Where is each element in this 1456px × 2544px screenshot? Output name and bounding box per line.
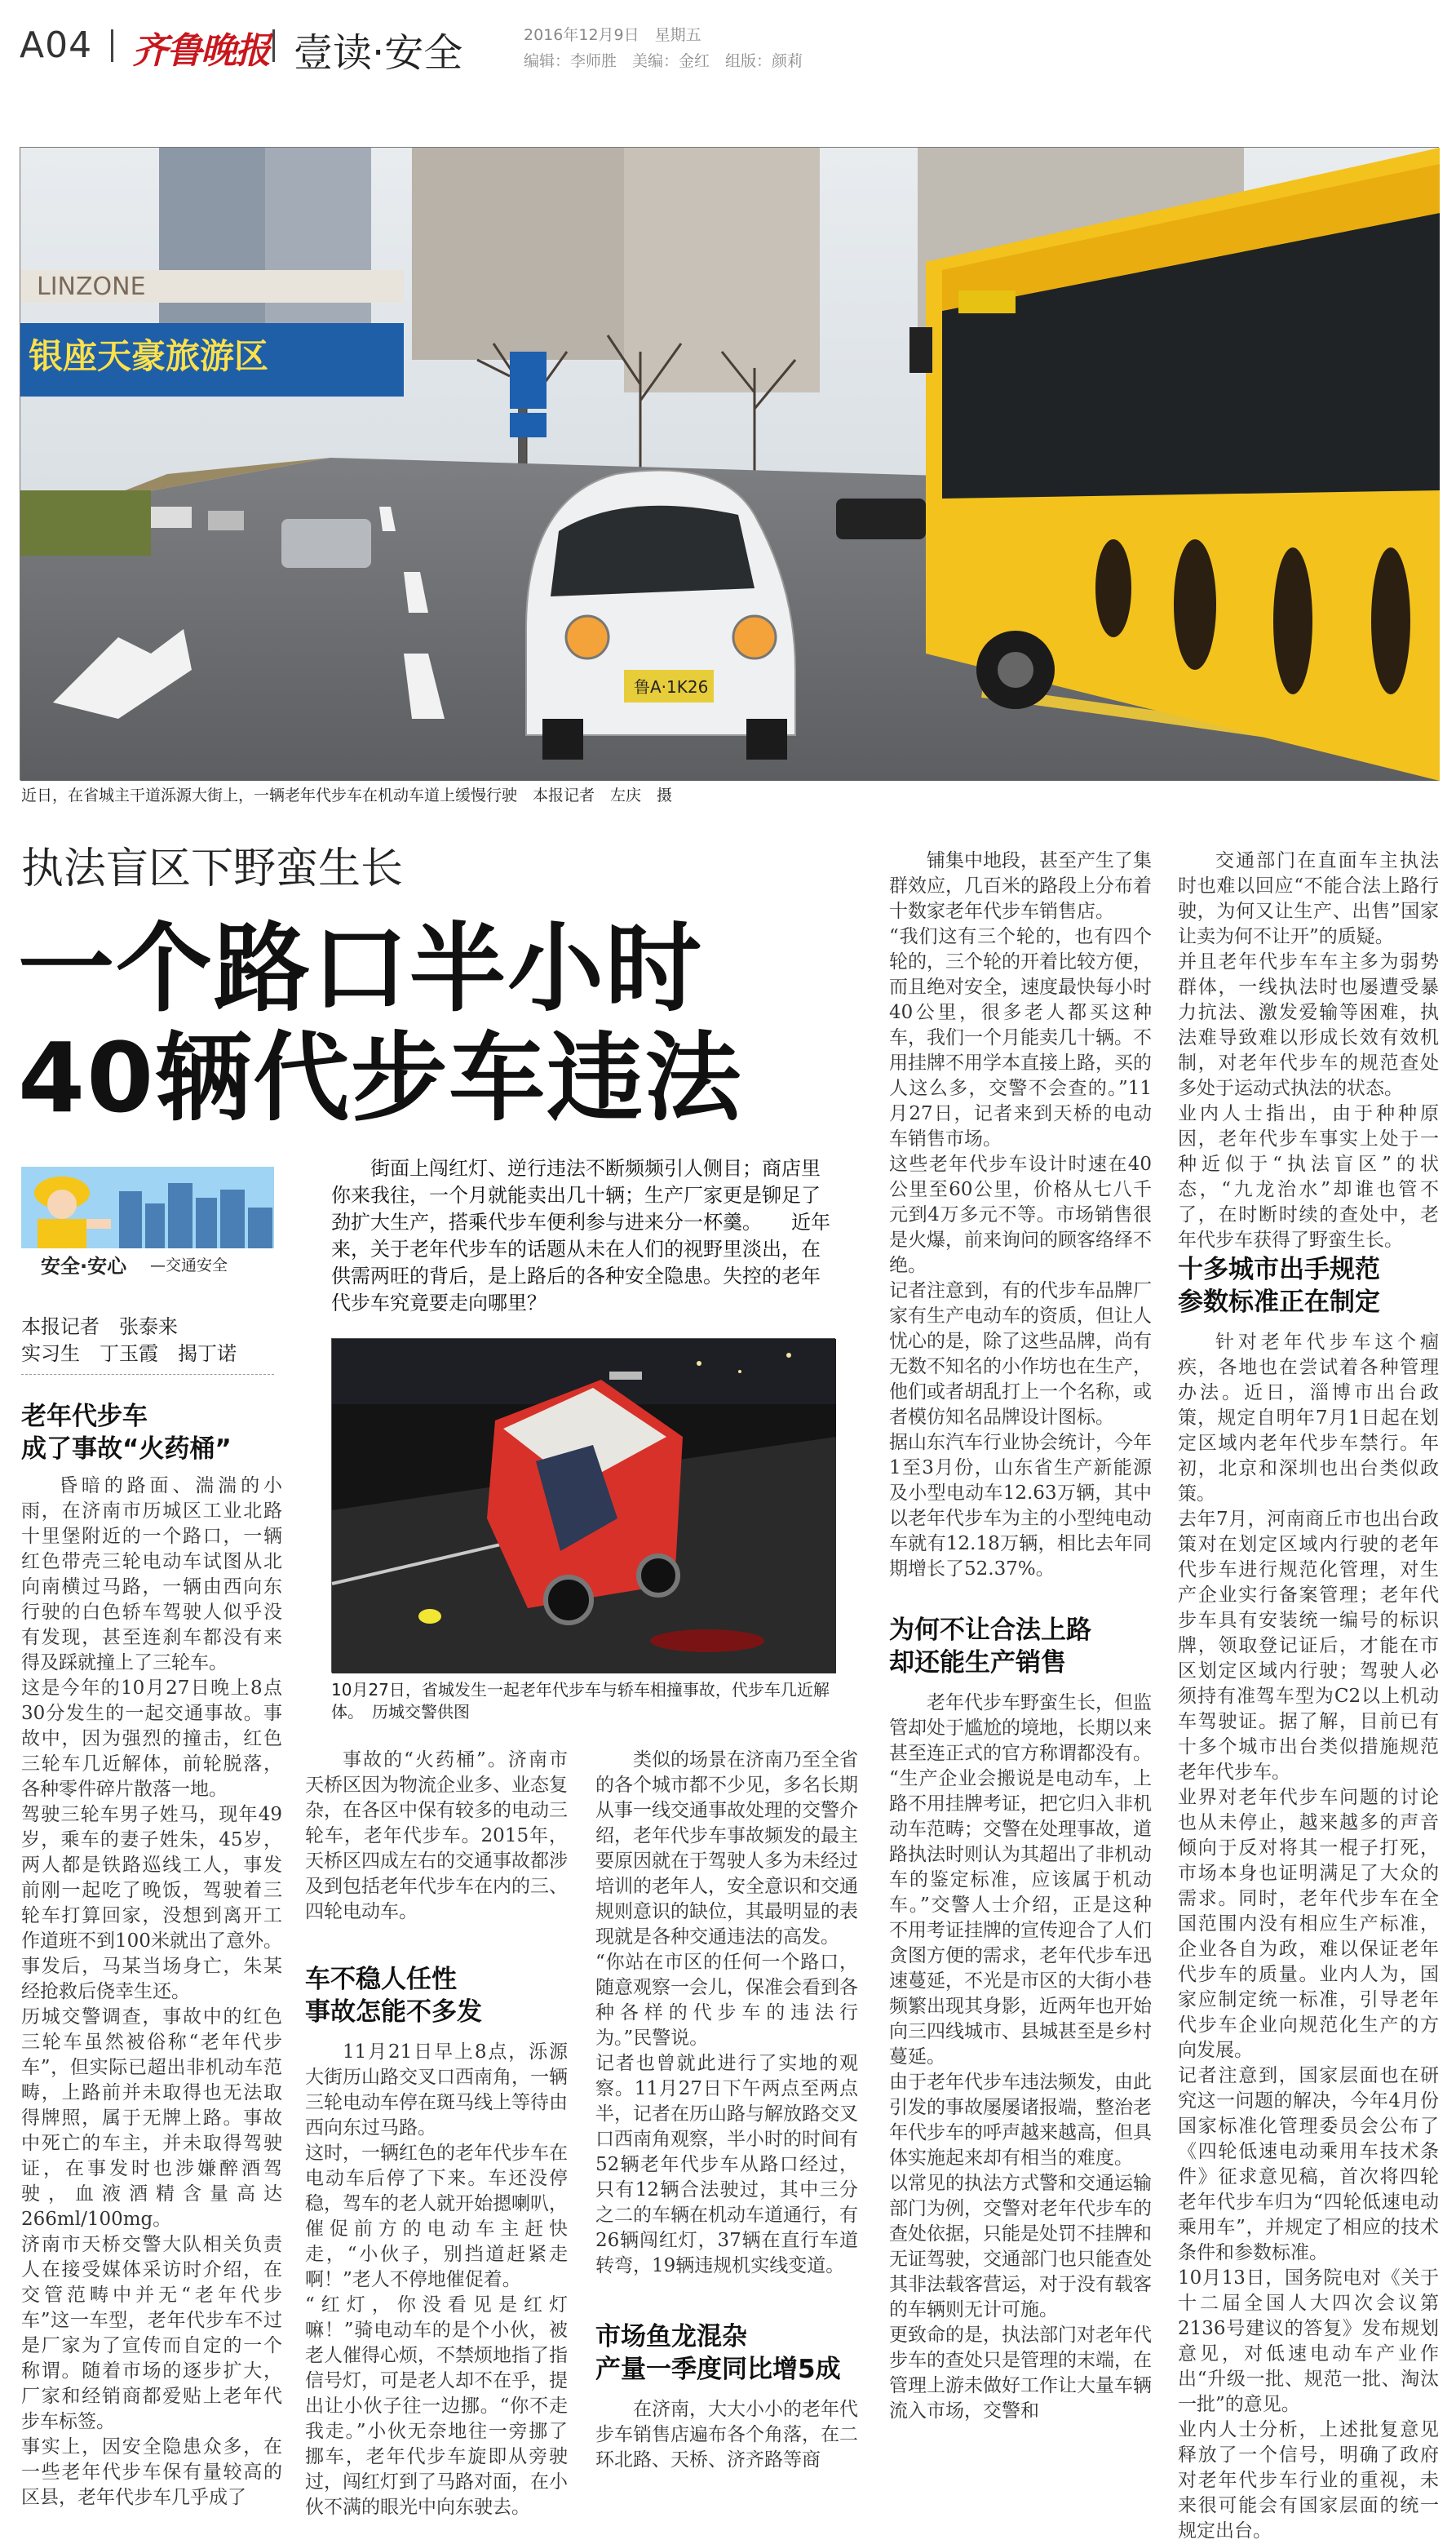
body-column-1: 昏暗的路面、湍湍的小雨，在济南市历城区工业北路十里堡附近的一个路口，一辆红色带壳三轮电动车试图从北向南横过马路，一辆由西向东行驶的白色轿车驾驶人似乎没有发现，甚至连刹车都没有来得及踩就撞上了三轮车。 这是今年的10月27日晚上8点30分发生的一起交通事故。事故中，因为强烈的撞击，红色三轮车几近解体，前轮脱落，各种零件碎片散落一地。 驾驶三轮车男子姓马，现年49岁，乘车的妻子姓朱，45岁，两人都是铁路巡线工人，事发前刚一起吃了晚饭，驾驶着三轮车打算回家，没想到离开工作道班不到100米就出了意外。事发后，马某当场身亡，朱某经抢救后侥幸生还。 历城交警调查，事故中的红色三轮车虽然被俗称“老年代步车”，但实际已超出非机动车范畴，上路前并未取得也无法取得牌照，属于无牌上路。事故中死亡的车主，并未取得驾驶证，在事发时也涉嫌醉酒驾驶，血液酒精含量高达266ml/100mg。 济南市天桥交警大队相关负责人在接受媒体采访时介绍，在交管范畴中并无“老年代步车”这一车型，老年代步车不过是厂家为了宣传而自定的一个称谓。随着市场的逐步扩大，厂家和经销商都爱贴上老年代步车标签。 事实上，因安全隐患众多，在一些老年代步车保有量较高的区县，老年代步车几乎成了 [21,1475,282,2508]
newspaper-masthead: 齐鲁晚报 [132,30,269,72]
section-title: 壹读·安全 [294,30,463,76]
license-plate-text: 鲁A·1K26 [634,677,709,697]
headline-main-line-2: 40辆代步车违法 [18,1022,743,1134]
subhead-3: 市场鱼龙混杂 产量一季度同比增5成 [595,2322,841,2384]
date-line: 2016年12月9日 星期五 [524,26,701,44]
body-column-4-bottom: 老年代步车野蛮生长，但监管却处于尴尬的境地，长期以来甚至连正式的官方称谓都没有。 “生产企业会搬说是电动车，上路不用挂牌考证，把它归入非机动车范畴；交警在处理事故，道路执法时则认为其超出了非机动车的鉴定标准，应该属于机动车。”交警人士介绍，正是这种不用考证挂牌的宣传迎合了人们贪图方便的需求，老年代步车迅速蔓延，不光是市区的大街小巷频繁出现其身影，近两年也开始向三四线城市、县城甚至是乡村蔓延。 由于老年代步车违法频发，由此引发的事故屡屡诸报端，整治老年代步车的呼声越来越高，但具体实施起来却有相当的难度。 以常见的执法方式警和交通运输部门为例，交警对老年代步车的查处依据，只能是处罚不挂牌和无证驾驶，交通部门也只能查处其非法载客营运，对于没有载客的车辆则无计可施。 更致命的是，执法部门对老年代步车的查处只是管理的末端，在管理上游未做好工作让大量车辆流入市场，交警和 [889,1692,1152,2422]
body-column-3: 类似的场景在济南乃至全省的各个城市都不少见，多名长期从事一线交通事故处理的交警介绍，老年代步车事故频发的最主要原因就在于驾驶人多为未经过培训的老年人，安全意识和交通规则意识的缺位，其最明显的表现就是各种交通违法的高发。 “你站在市区的任何一个路口，随意观察一会儿，保准会看到各种各样的代步车的违法行为。”民警说。 记者也曾就此进行了实地的观察。11月27日下午两点至两点半，记者在历山路与解放路交叉口西南角观察，半小时的时间有52辆老年代步车从路口经过，只有12辆合法驶过，其中三分之二的车辆在机动车道通行，有26辆闯红灯，37辆在直行车道转弯，19辆违规机实线变道。 [595,1749,858,2276]
byline-interns: 实习生 丁玉霞 揭丁诺 [21,1342,237,1365]
subhead-5: 十多城市出手规范 参数标准正在制定 [1178,1255,1380,1317]
store-sign-text: LINZONE [37,273,146,301]
accident-photo [331,1338,835,1673]
billboard-text: 银座天豪旅游区 [29,336,269,376]
crashed-tricycle-illustration [332,1339,836,1673]
editor-line: 编辑：李师胜 美编：金红 组版：颜莉 [524,52,803,70]
photo-caption: 近日，在省城主干道泺源大街上，一辆老年代步车在机动车道上缓慢行驶 本报记者 左庆 摄 [21,787,673,804]
body-column-3-bottom: 在济南，大大小小的老年代步车销售店遍布各个角落，在二环北路、天桥、济齐路等商 [595,2399,858,2471]
body-column-5-bottom: 针对老年代步车这个痼疾，各地也在尝试着各种管理办法。近日，淄博市出台政策，规定自明年7月1日起在划定区域内老年代步车禁行。年初，北京和深圳也出台类似政策。 去年7月，河南商丘市也出台政策对在划定区域内行驶的老年代步车进行规范化管理，对生产企业实行备案管理；老年代步车具有安装统一编号的标识牌，领取登记证后，才能在市区划定区域内行驶；驾驶人必须持有准驾车型为C2以上机动车驾驶证。据了解，目前已有十多个城市出台类似措施规范老年代步车。 业界对老年代步车问题的讨论也从未停止，越来越多的声音倾向于反对将其一棍子打死，市场本身也证明满足了大众的需求。同时，老年代步车在全国范围内没有相应生产标准，企业各自为政，难以保证老年代步车的质量。业内人为，国家应制定统一标准，引导老年代步车企业向规范化生产的方向发展。 记者注意到，国家层面也在研究这一问题的解决，今年4月份国家标准化管理委员会公布了《四轮低速电动乘用车技术条件》征求意见稿，首次将四轮老年代步车归为“四轮低速电动乘用车”，并规定了相应的技术条件和参数标准。 10月13日，国务院电对《关于十二届全国人大四次会议第2136号建议的答复》发布规划意见，对低速电动车产业作出“升级一批、规范一批、淘汰一批”的意见。 业内人士分析，上述批复意见释放了一个信号，明确了政府对老年代步车行业的重视，未来很可能会有国家层面的统一规定出台。 [1178,1332,1439,2542]
byline-reporter: 本报记者 张泰来 [21,1315,178,1338]
column-logo-label: 安全·安心 [41,1255,127,1278]
headline-main-line-1: 一个路口半小时 [18,912,704,1025]
page-header [20,16,1439,75]
header-divider [272,29,275,62]
body-column-2: 11月21日早上8点，泺源大街历山路交叉口西南角，一辆三轮电动车停在斑马线上等待由西向东过马路。 这时，一辆红色的老年代步车在电动车后停了下来。车还没停稳，驾车的老人就开始摁喇叭，催促前方的电动车主赶快走，“小伙子，别挡道赶紧走啊！”老人不停地催促着。 “红灯，你没看见是红灯嘛！”骑电动车的是个小伙，被老人催得心烦，不禁烦地指了指信号灯，可是老人却不在乎，提出让小伙子往一边挪。“你不走我走。”小伙无奈地往一旁挪了挪车，老年代步车旋即从旁驶过，闯红灯到了马路对面，在小伙不满的眼光中向东驶去。 [305,2041,568,2518]
subhead-4: 为何不让合法上路 却还能生产销售 [889,1615,1091,1678]
subhead-1: 老年代步车 成了事故“火药桶” [21,1402,232,1464]
body-column-2-top: 事故的“火药桶”。济南市天桥区因为物流企业多、业态复杂，在各区中保有较多的电动三轮车，老年代步车。2015年，天桥区四成左右的交通事故都涉及到包括老年代步车在内的三、四轮电动车。 [305,1749,568,1922]
subhead-2: 车不稳人任性 事故怎能不多发 [305,1965,482,2027]
byline [21,1314,274,1375]
body-column-4: 铺集中地段，甚至产生了集群效应，几百米的路段上分布着十数家老年代步车销售店。 “我们这有三个轮的，也有四个轮的，三个轮的开着比较方便，而且绝对安全，速度最快每小时40公里，很多老人都买这种车，我们一个月能卖几十辆。不用挂牌不用学本直接上路，买的人这么多，交警不会查的。”11月27日，记者来到天桥的电动车销售市场。 这些老年代步车设计时速在40公里至60公里，价格从七八千元到4万多元不等。市场销售很是火爆，前来询问的顾客络绎不绝。 记者注意到，有的代步车品牌厂家有生产电动车的资质，但让人忧心的是，除了这些品牌，尚有无数不知名的小作坊也在生产，他们或者胡乱打上一个名称，或者模仿知名品牌设计图标。 据山东汽车行业协会统计，今年1至3月份，山东省生产新能源及小型电动车12.63万辆，其中以老年代步车为主的小型纯电动车就有12.18万辆，相比去年同期增长了52.37%。 [889,850,1152,1580]
street-scene-illustration [20,148,1440,781]
lead-paragraph: 街面上闯红灯、逆行违法不断频频引人侧目；商店里你来我往，一个月就能卖出几十辆；生产厂家更是铆足了劲扩大生产，搭乘代步车便利参与进来分一杯羹。 近年来，关于老年代步车的话题从未在人们的视野里淡出，在供需两旺的背后，是上路后的各种安全隐患。失控的老年代步车究竟要走向哪里？ [331,1157,830,1314]
body-column-5: 交通部门在直面车主执法时也难以回应“不能合法上路行驶，为何又让生产、出售”国家让卖为何不让开”的质疑。 并且老年代步车车主多为弱势群体，一线执法时也屡遭受暴力抗法、激发爱输等困难，执法难导致难以形成长效有效机制，对老年代步车的规范查处多处于运动式执法的状态。 业内人士指出，由于种种原因，老年代步车事实上处于一种近似于“执法盲区”的状态，“九龙治水”却谁也管不了，在时断时续的查处中，老年代步车获得了野蛮生长。 [1178,850,1439,1251]
photo-caption: 10月27日，省城发生一起老年代步车与轿车相撞事故，代步车几近解体。 历城交警供图 [331,1680,830,1722]
headline-kicker: 执法盲区下野蛮生长 [21,844,404,893]
column-logo-sub: —交通安全 [150,1256,228,1274]
street-photo [20,147,1439,780]
page-number: A04 [20,24,93,66]
header-divider [111,29,113,62]
